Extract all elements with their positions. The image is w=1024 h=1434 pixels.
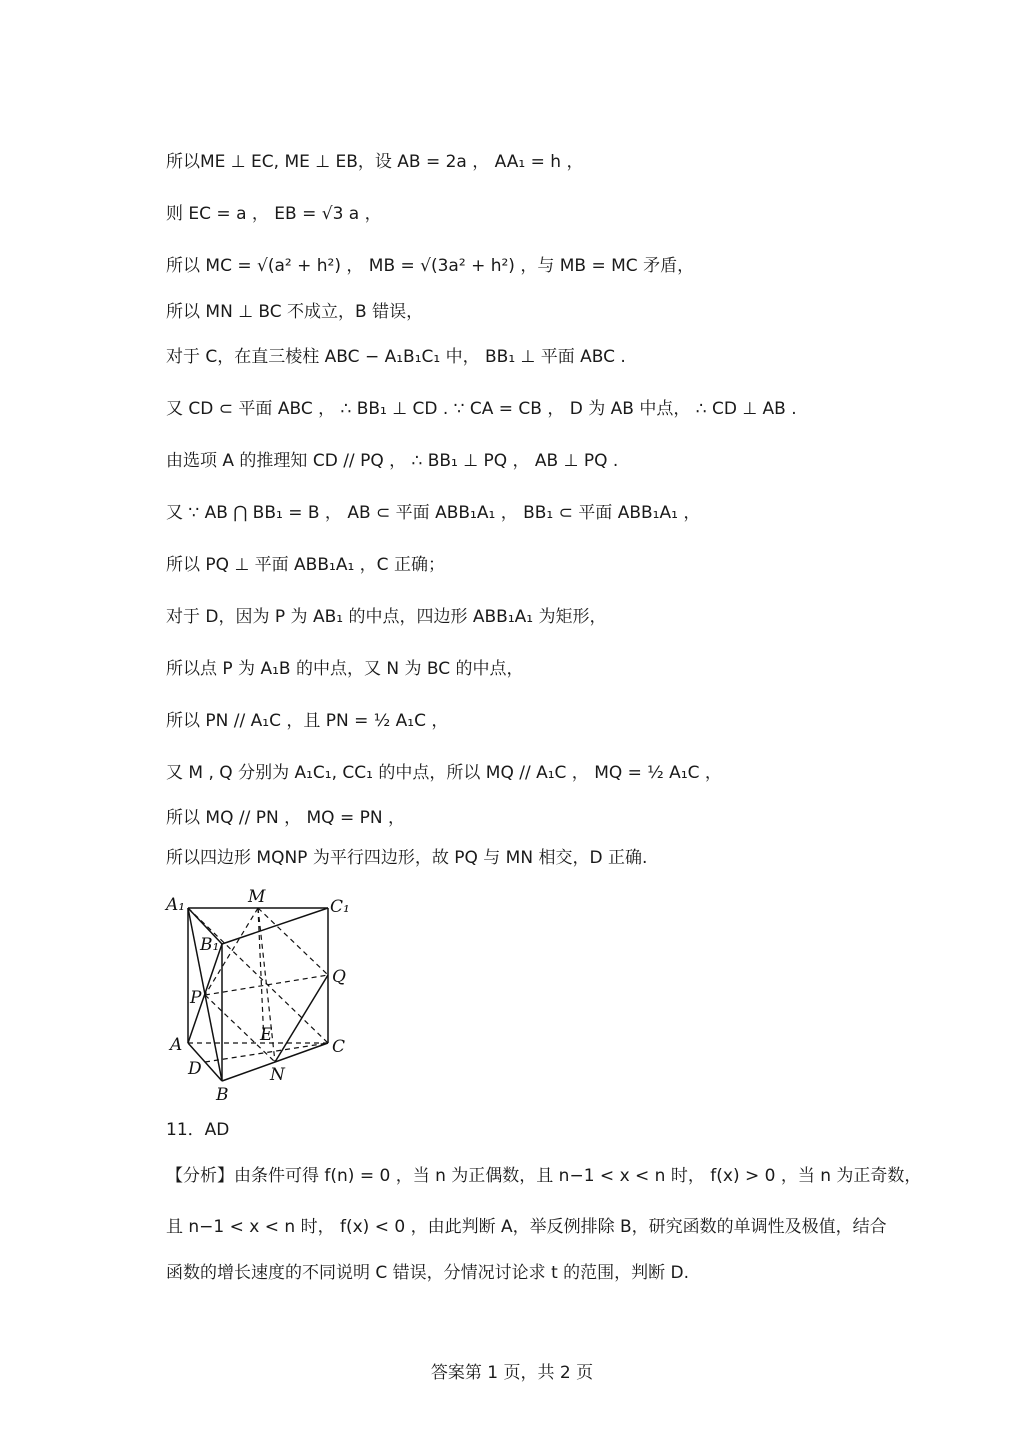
text-line-8: 又 ∵ AB ⋂ BB₁ = B ， AB ⊂ 平面 ABB₁A₁ ， BB₁ ⊂ 平面 ABB₁A₁ ， — [166, 503, 701, 523]
label-p: P — [190, 988, 202, 1008]
label-d: D — [188, 1059, 202, 1079]
dashed-p-q — [205, 975, 328, 995]
text-line-12: 所以 PN // A₁C ，且 PN = ½ A₁C ， — [166, 711, 449, 731]
label-m: M — [248, 887, 266, 907]
label-e: E — [260, 1025, 273, 1045]
text-line-13: 又 M , Q 分别为 A₁C₁, CC₁ 的中点，所以 MQ // A₁C ， MQ = ½ A₁C ， — [166, 763, 722, 783]
analysis-line-2: 且 n−1 < x < n 时， f(x) < 0 ，由此判断 A，举反例排除 B，研究函数的单调性及极值，结合 — [166, 1217, 887, 1237]
edge-b1-c1 — [222, 908, 328, 944]
segment-n-q — [275, 975, 328, 1062]
page-footer: 答案第 1 页，共 2 页 — [430, 1363, 594, 1383]
text-line-4: 所以 MN ⊥ BC 不成立，B 错误， — [166, 302, 424, 322]
dashed-m-q — [258, 908, 328, 975]
dashed-m-e — [258, 908, 264, 1043]
analysis-line-1: 【分析】由条件可得 f(n) = 0 ，当 n 为正偶数，且 n−1 < x < n 时， f(x) > 0 ，当 n 为正奇数， — [166, 1166, 922, 1186]
text-line-7: 由选项 A 的推理知 CD // PQ ， ∴ BB₁ ⊥ PQ ， AB ⊥ PQ . — [166, 451, 619, 471]
label-c: C — [332, 1037, 346, 1057]
text-line-2: 则 EC = a ， EB = √3 a ， — [166, 204, 382, 224]
label-b: B — [216, 1085, 229, 1105]
label-b1: B₁ — [200, 935, 220, 955]
answer-11: 11．AD — [166, 1120, 230, 1140]
text-line-6: 又 CD ⊂ 平面 ABC ， ∴ BB₁ ⊥ CD . ∵ CA = CB ， D 为 AB 中点， ∴ CD ⊥ AB . — [166, 399, 797, 419]
text-line-5: 对于 C，在直三棱柱 ABC − A₁B₁C₁ 中， BB₁ ⊥ 平面 ABC . — [166, 347, 626, 367]
text-line-9: 所以 PQ ⊥ 平面 ABB₁A₁ ，C 正确； — [166, 555, 445, 575]
label-a: A — [170, 1035, 183, 1055]
label-q: Q — [332, 967, 346, 987]
text-line-3: 所以 MC = √(a² + h²) ， MB = √(3a² + h²) ，与 MB = MC 矛盾， — [166, 256, 695, 276]
analysis-line-3: 函数的增长速度的不同说明 C 错误，分情况讨论求 t 的范围，判断 D. — [166, 1263, 690, 1283]
text-line-14: 所以 MQ // PN ， MQ = PN ， — [166, 808, 405, 828]
text-line-15: 所以四边形 MQNP 为平行四边形，故 PQ 与 MN 相交，D 正确. — [166, 848, 648, 868]
text-line-10: 对于 D，因为 P 为 AB₁ 的中点，四边形 ABB₁A₁ 为矩形， — [166, 607, 607, 627]
text-line-11: 所以点 P 为 A₁B 的中点，又 N 为 BC 的中点， — [166, 659, 524, 679]
text-line-1: 所以ME ⊥ EC, ME ⊥ EB，设 AB = 2a ， AA₁ = h ， — [166, 152, 584, 172]
dashed-a1-c — [188, 908, 328, 1043]
label-a1: A₁ — [166, 895, 186, 915]
prism-figure — [160, 880, 360, 1105]
label-c1: C₁ — [330, 897, 350, 917]
dashed-d-c — [205, 1043, 328, 1062]
label-n: N — [270, 1065, 285, 1085]
